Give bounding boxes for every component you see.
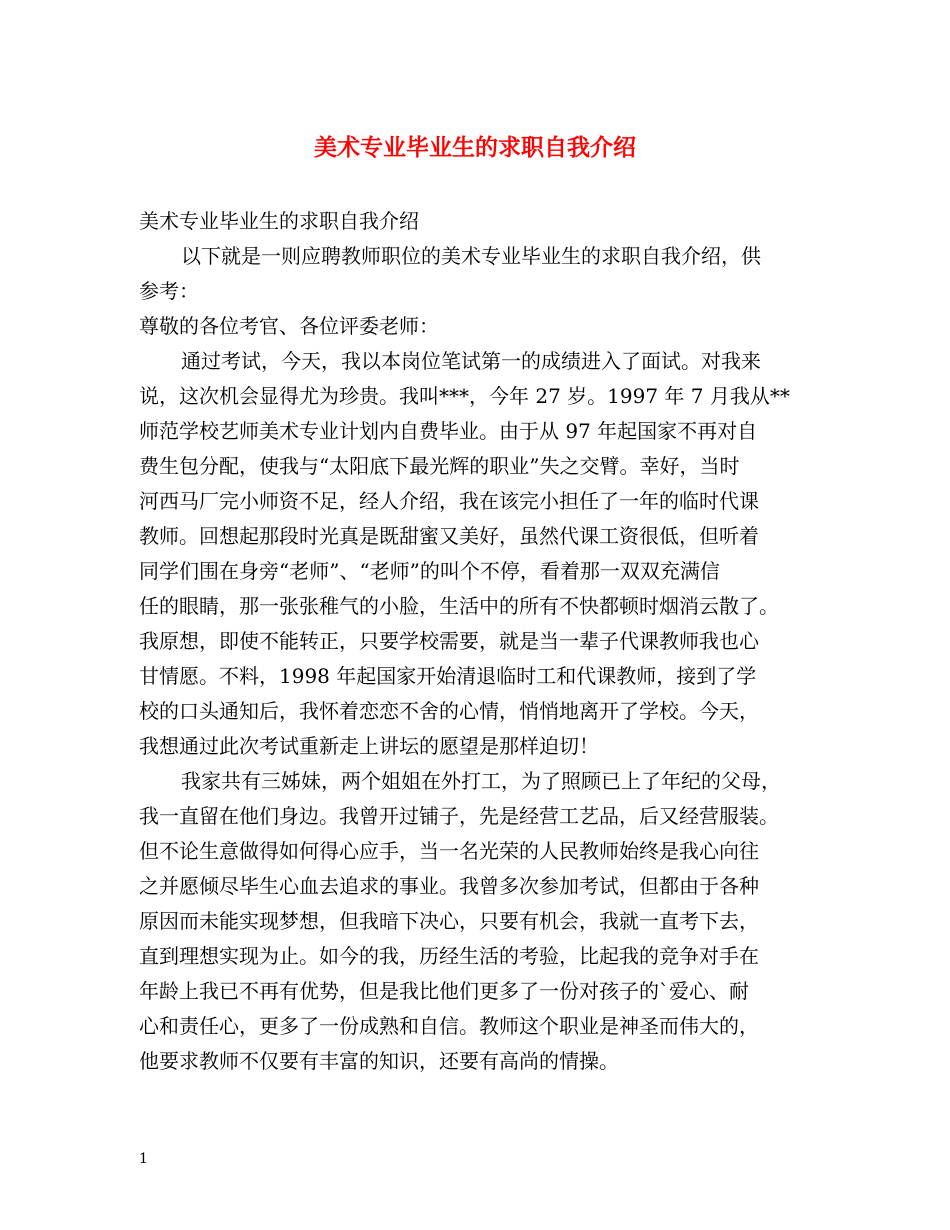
body-line: 我家共有三姊妹，两个姐姐在外打工，为了照顾已上了年纪的父母， xyxy=(181,769,781,793)
body-line: 说，这次机会显得尤为珍贵。我叫***，今年 27 岁。1997 年 7 月我从** xyxy=(139,384,790,408)
body-line-salutation: 尊敬的各位考官、各位评委老师： xyxy=(139,314,439,338)
body-line: 通过考试，今天，我以本岗位笔试第一的成绩进入了面试。对我来 xyxy=(181,349,761,373)
body-line: 年龄上我已不再有优势，但是我比他们更多了一份对孩子的`爱心、耐 xyxy=(139,979,749,1003)
document-body xyxy=(139,204,815,1079)
body-line: 甘情愿。不料，1998 年起国家开始清退临时工和代课教师，接到了学 xyxy=(139,664,757,688)
body-line: 我想通过此次考试重新走上讲坛的愿望是那样迫切！ xyxy=(139,734,599,758)
page-number: 1 xyxy=(139,1151,148,1167)
body-line: 师范学校艺师美术专业计划内自费毕业。由于从 97 年起国家不再对自 xyxy=(139,419,758,443)
document-title: 美术专业毕业生的求职自我介绍 xyxy=(314,134,636,161)
body-line: 任的眼睛，那一张张稚气的小脸，生活中的所有不快都顿时烟消云散了。 xyxy=(139,594,779,618)
body-line: 我原想，即使不能转正，只要学校需要，就是当一辈子代课教师我也心 xyxy=(139,629,759,653)
body-line: 原因而未能实现梦想，但我暗下决心，只要有机会，我就一直考下去， xyxy=(139,909,759,933)
body-line: 教师。回想起那段时光真是既甜蜜又美好，虽然代课工资很低，但听着 xyxy=(139,524,759,548)
body-line: 我一直留在他们身边。我曾开过铺子，先是经营工艺品，后又经营服装。 xyxy=(139,804,779,828)
body-line: 同学们围在身旁“老师”、“老师”的叫个不停，看着那一双双充满信 xyxy=(139,559,720,583)
body-line: 之并愿倾尽毕生心血去追求的事业。我曾多次参加考试，但都由于各种 xyxy=(139,874,759,898)
body-line: 校的口头通知后，我怀着恋恋不舍的心情，悄悄地离开了学校。今天， xyxy=(139,699,759,723)
body-line: 费生包分配，使我与“太阳底下最光辉的职业”失之交臂。幸好，当时 xyxy=(139,454,740,478)
body-line: 河西马厂完小师资不足，经人介绍，我在该完小担任了一年的临时代课 xyxy=(139,489,759,513)
body-line: 但不论生意做得如何得心应手，当一名光荣的人民教师始终是我心向往 xyxy=(139,839,759,863)
body-line: 直到理想实现为止。如今的我，历经生活的考验，比起我的竞争对手在 xyxy=(139,944,759,968)
body-line-subtitle: 美术专业毕业生的求职自我介绍 xyxy=(139,209,419,233)
body-line: 以下就是一则应聘教师职位的美术专业毕业生的求职自我介绍，供 xyxy=(181,244,761,268)
body-line: 他要求教师不仅要有丰富的知识，还要有高尚的情操。 xyxy=(139,1049,619,1073)
body-line: 心和责任心，更多了一份成熟和自信。教师这个职业是神圣而伟大的， xyxy=(139,1014,759,1038)
body-line: 参考： xyxy=(139,279,199,303)
